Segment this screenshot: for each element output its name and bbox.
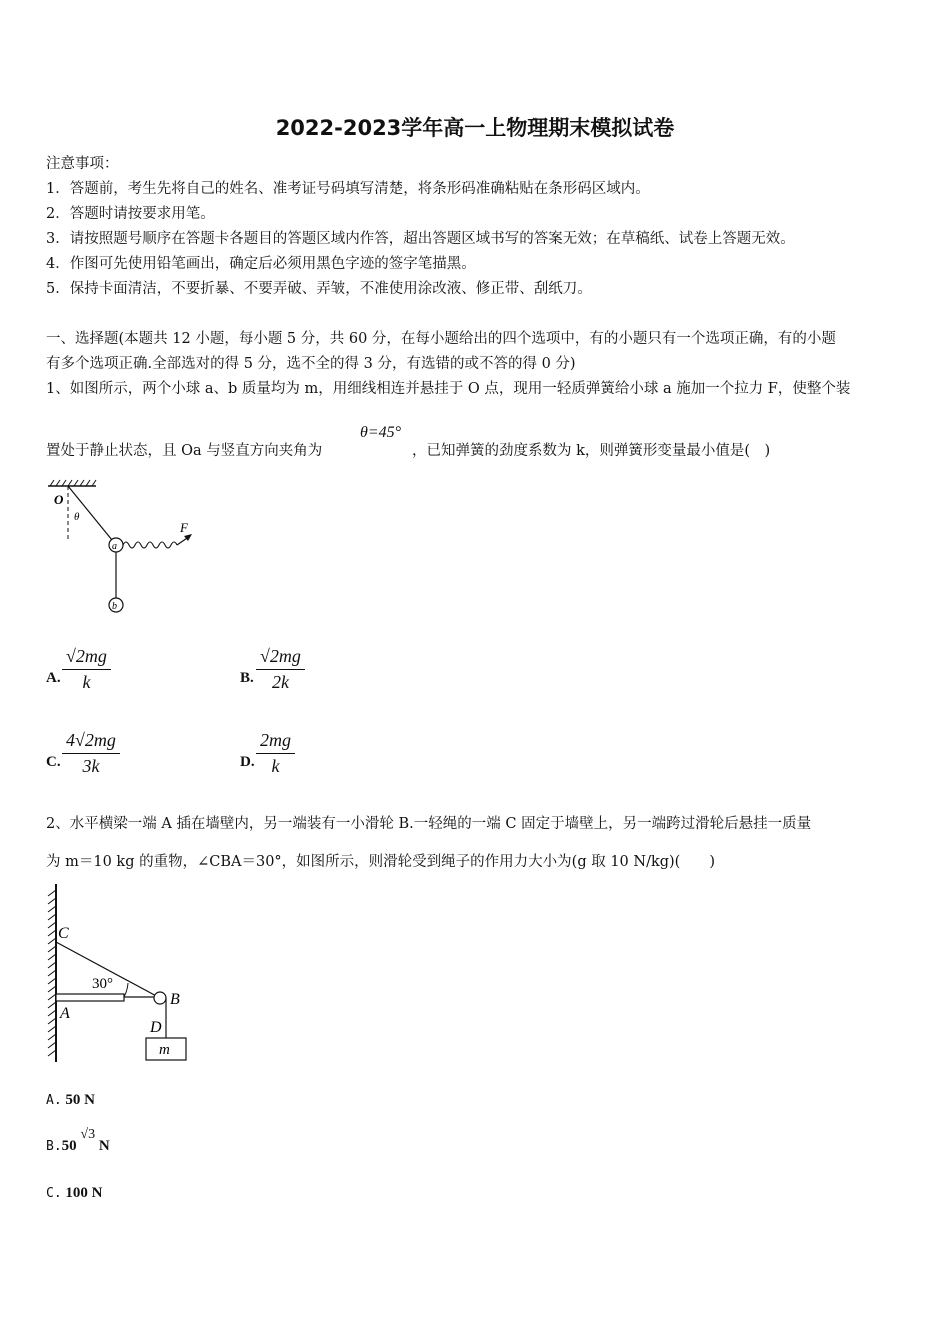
section-heading-line2: 有多个选项正确.全部选对的得 5 分，选不全的得 3 分，有选错的或不答的得 0 分) — [46, 356, 576, 372]
label-m: m — [159, 1042, 170, 1058]
section-heading-line1: 一、选择题(本题共 12 小题，每小题 5 分，共 60 分，在每小题给出的四个选项中，有的小题只有一个选项正确，有的小题 — [46, 331, 836, 347]
notice-item: 2．答题时请按要求用笔。 — [46, 206, 215, 222]
q1-option-a-denominator: k — [82, 672, 91, 692]
q2-stem-line2: 为 m＝10 kg 的重物，∠CBA＝30°，如图所示，则滑轮受到绳子的作用力大小为(g 取 10 N/kg)( ) — [46, 854, 715, 870]
q2-option-a-label: A. — [46, 1093, 62, 1108]
q1-option-c-numerator: 4√2mg — [62, 730, 120, 754]
q1-option-d-label: D. — [240, 754, 255, 770]
q2-option-c — [46, 1185, 103, 1202]
notice-item: 3．请按照题号顺序在答题卡各题目的答题区域内作答，超出答题区域书写的答案无效；在草稿纸、试卷上答题无效。 — [46, 231, 795, 247]
q1-option-b-numerator: √2mg — [256, 646, 305, 670]
q1-option-c — [62, 730, 120, 777]
q1-figure — [40, 478, 205, 618]
label-a: a — [112, 541, 117, 552]
q1-stem-line1: 1、如图所示，两个小球 a、b 质量均为 m，用细线相连并悬挂于 O 点，现用一轻质弹簧给小球 a 施加一个拉力 F，使整个装 — [46, 381, 851, 397]
wall-hatch — [48, 890, 56, 1056]
q2-option-a — [46, 1092, 95, 1109]
q1-option-b-label: B. — [240, 670, 254, 686]
q1-option-a-numerator: √2mg — [62, 646, 111, 670]
q2-option-b-value: 50 — [61, 1138, 77, 1154]
label-b: b — [112, 601, 117, 612]
label-b: B — [170, 991, 180, 1008]
spring — [123, 542, 177, 548]
q2-option-b-root: √3 — [80, 1127, 96, 1142]
q2-option-c-value: 100 N — [65, 1185, 103, 1201]
page-title: 2022-2023学年高一上物理期末模拟试卷 — [275, 116, 675, 140]
label-angle: 30° — [92, 976, 113, 992]
q2-option-c-label: C. — [46, 1186, 62, 1201]
q1-option-d-numerator: 2mg — [256, 730, 295, 754]
q1-option-b — [256, 646, 305, 693]
notice-item: 4．作图可先使用铅笔画出，确定后必须用黑色字迹的签字笔描黑。 — [46, 256, 476, 272]
q2-option-a-value: 50 N — [65, 1092, 95, 1108]
q2-option-b-label: B. — [46, 1139, 62, 1154]
notice-item: 5．保持卡面清洁，不要折暴、不要弄破、弄皱，不准使用涂改液、修正带、刮纸刀。 — [46, 281, 592, 297]
label-d: D — [150, 1019, 162, 1036]
q1-option-d — [256, 730, 295, 777]
label-a: A — [60, 1005, 70, 1022]
q1-option-a-label: A. — [46, 670, 61, 686]
notice-item: 1．答题前，考生先将自己的姓名、准考证号码填写清楚，将条形码准确粘贴在条形码区域内。 — [46, 181, 650, 197]
q2-option-b-unit: N — [98, 1138, 110, 1154]
q1-option-d-denominator: k — [271, 756, 280, 776]
label-theta: θ — [74, 511, 80, 523]
angle-arc — [124, 983, 128, 997]
label-c: C — [58, 925, 69, 942]
notice-heading: 注意事项： — [46, 156, 119, 172]
q1-stem-line2a: 置处于静止状态，且 Oa 与竖直方向夹角为 — [46, 443, 323, 459]
q1-stem-line2b: ，已知弹簧的劲度系数为 k，则弹簧形变量最小值是( ) — [412, 443, 771, 459]
q1-option-b-denominator: 2k — [271, 672, 289, 692]
q1-option-a — [62, 646, 111, 693]
q1-theta: θ=45° — [360, 424, 402, 441]
q2-stem-line1: 2、水平横梁一端 A 插在墙壁内，另一端装有一小滑轮 B.一轻绳的一端 C 固定于墙壁上，另一端跨过滑轮后悬挂一质量 — [46, 816, 812, 832]
q1-option-c-denominator: 3k — [82, 756, 100, 776]
label-o: O — [54, 492, 64, 507]
beam — [56, 994, 124, 1001]
q1-option-c-label: C. — [46, 754, 61, 770]
label-f: F — [180, 520, 188, 535]
q2-option-b — [46, 1127, 110, 1155]
q2-figure — [40, 880, 200, 1070]
pulley — [154, 992, 166, 1004]
ceiling-hatch — [50, 480, 96, 486]
